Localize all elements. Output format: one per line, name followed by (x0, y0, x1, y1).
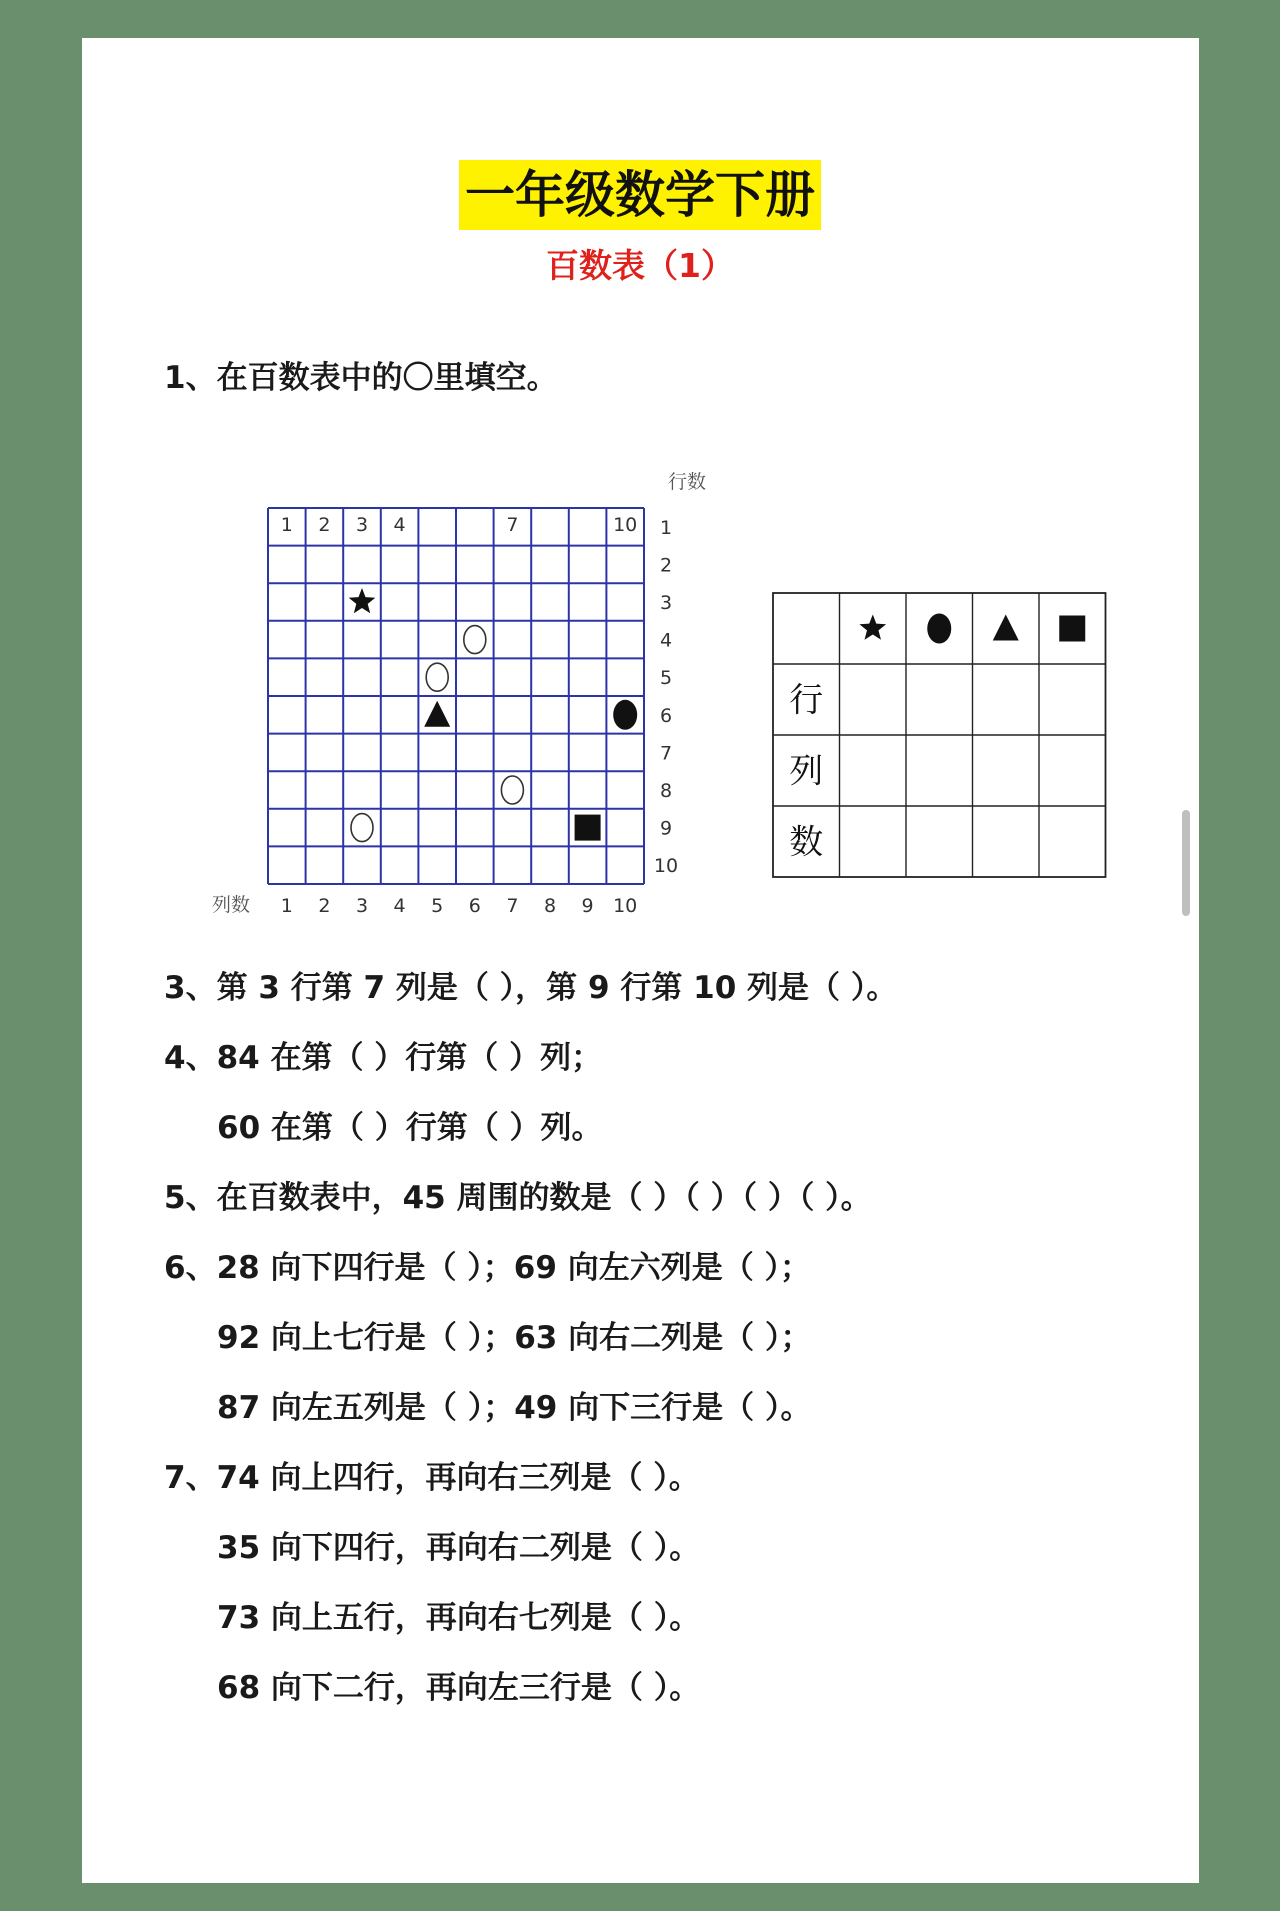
column-number: 6 (468, 895, 481, 917)
row-number: 3 (659, 592, 673, 614)
page-title: 一年级数学下册 (459, 160, 821, 230)
question-4-line-1: 4、84 在第（ ）行第（ ）列； (164, 1040, 603, 1076)
column-axis-label: 列数 (212, 894, 251, 916)
question-1: 1、在百数表中的〇里填空。 (164, 360, 558, 396)
question-7-line-3: 73 向上五行，再向右七列是（ ）。 (217, 1600, 701, 1636)
column-number: 1 (280, 895, 293, 917)
star-icon (859, 615, 886, 640)
row-axis-label: 行数 (668, 471, 707, 493)
row-number: 9 (659, 817, 673, 840)
answer-table-content (789, 614, 1085, 863)
question-4-line-2: 60 在第（ ）行第（ ）列。 (217, 1110, 603, 1146)
question-6-line-2: 92 向上七行是（ ）；63 向右二列是（ ）； (217, 1320, 812, 1356)
table-row-label: 行 (789, 680, 824, 721)
empty-circle-icon (351, 814, 373, 842)
column-number: 10 (613, 895, 638, 917)
question-7-line-2: 35 向下四行，再向右二列是（ ）。 (217, 1530, 701, 1566)
table-row-label: 列 (789, 751, 824, 792)
column-number: 8 (543, 895, 557, 917)
grid-cell-number: 10 (613, 514, 638, 536)
question-6-line-1: 6、28 向下四行是（ ）；69 向左六列是（ ）； (164, 1250, 812, 1286)
column-number: 5 (431, 895, 444, 917)
question-7-line-4: 68 向下二行，再向左三行是（ ）。 (217, 1670, 701, 1706)
row-number: 2 (659, 554, 673, 577)
square-icon (1059, 616, 1085, 642)
title-container (0, 160, 1280, 230)
empty-circle-icon (464, 626, 486, 654)
question-5: 5、在百数表中，45 周围的数是（ ）（ ）（ ）（ ）。 (164, 1180, 872, 1216)
column-number: 4 (393, 895, 406, 917)
column-number: 7 (506, 895, 519, 917)
filled-circle-icon (613, 700, 637, 730)
star-icon (349, 588, 376, 613)
row-number: 1 (659, 516, 673, 539)
empty-circle-icon (501, 776, 523, 804)
row-number: 10 (653, 855, 679, 878)
column-number: 3 (355, 895, 369, 917)
column-number: 9 (581, 895, 594, 917)
grid-cell-number: 2 (318, 514, 331, 536)
row-number: 7 (659, 742, 673, 765)
table-row-label: 数 (789, 822, 824, 863)
answer-table (770, 590, 1110, 880)
grid-cell-number: 1 (280, 514, 293, 536)
grid-cell-number: 4 (393, 514, 406, 536)
row-number: 5 (659, 667, 673, 690)
scrollbar-thumb[interactable] (1182, 810, 1190, 916)
row-number: 4 (659, 629, 673, 652)
empty-circle-icon (426, 663, 448, 691)
question-7-line-1: 7、74 向上四行，再向右三列是（ ）。 (164, 1460, 700, 1496)
page-subtitle: 百数表（1） (546, 246, 734, 285)
filled-circle-icon (927, 614, 951, 644)
triangle-icon (993, 615, 1019, 641)
row-number: 6 (659, 704, 673, 727)
column-number: 2 (318, 895, 331, 917)
grid-cell-number: 3 (355, 514, 369, 536)
question-6-line-3: 87 向左五列是（ ）；49 向下三行是（ ）。 (217, 1390, 812, 1426)
grid-cell-number: 7 (506, 514, 519, 536)
hundred-chart-grid (200, 460, 720, 930)
question-3: 3、第 3 行第 7 列是（ ），第 9 行第 10 列是（ ）。 (164, 970, 898, 1006)
square-icon (575, 815, 601, 841)
row-number: 8 (659, 780, 673, 802)
triangle-icon (424, 701, 450, 727)
